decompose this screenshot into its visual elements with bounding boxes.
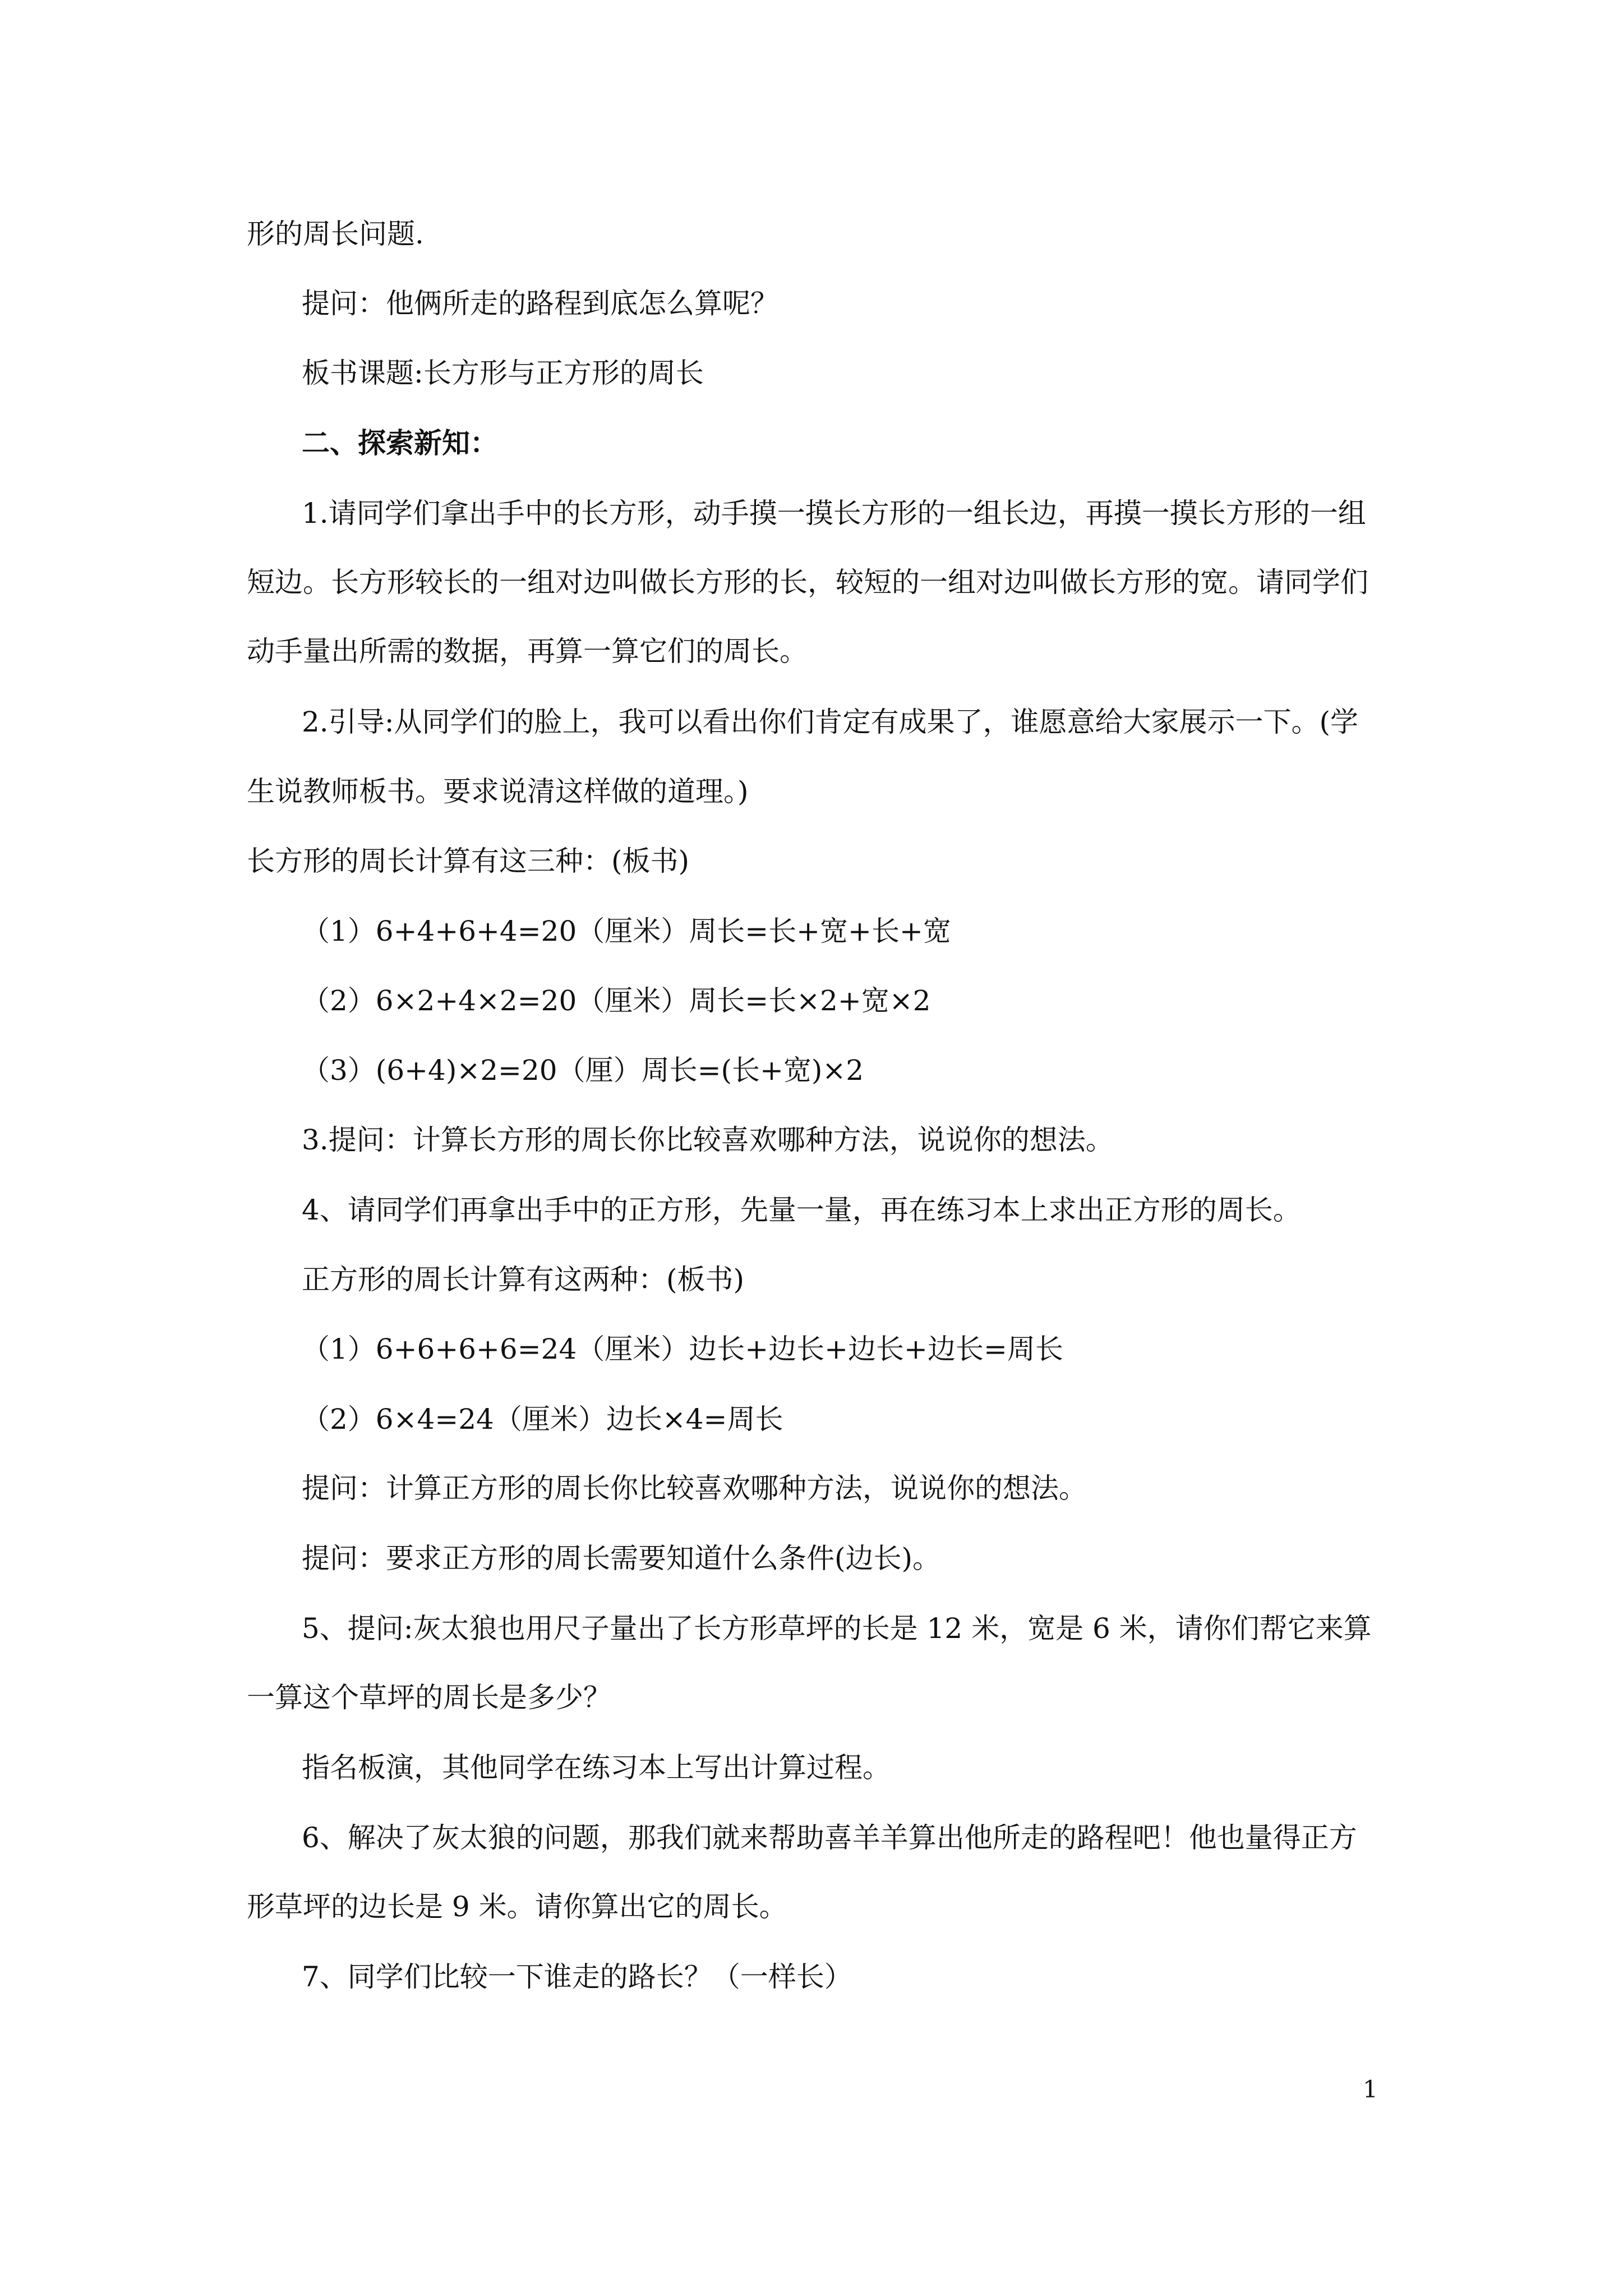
- text-line: 6、解决了灰太狼的问题，那我们就来帮助喜羊羊算出他所走的路程吧！他也量得正方: [302, 1821, 1357, 1854]
- formula-line: （1）6+4+6+4=20（厘米）周长=长+宽+长+宽: [302, 915, 951, 947]
- formula-line: （2）6×4=24（厘米）边长×4=周长: [302, 1403, 783, 1435]
- text-line: 2.引导:从同学们的脸上，我可以看出你们肯定有成果了，谁愿意给大家展示一下。(学: [302, 706, 1359, 738]
- formula-line: （1）6+6+6+6=24（厘米）边长+边长+边长+边长=周长: [302, 1333, 1063, 1365]
- text-line: 正方形的周长计算有这两种：(板书): [302, 1263, 745, 1296]
- text-line: 提问：他俩所走的路程到底怎么算呢？: [302, 287, 778, 320]
- text-line: 动手量出所需的数据，再算一算它们的周长。: [247, 635, 808, 668]
- text-line: 1.请同学们拿出手中的长方形，动手摸一摸长方形的一组长边，再摸一摸长方形的一组: [302, 497, 1366, 530]
- text-line: 一算这个草坪的周长是多少？: [247, 1681, 611, 1714]
- page-number: 1: [1363, 2076, 1378, 2103]
- text-line: 形的周长问题.: [247, 218, 424, 250]
- text-line: 短边。长方形较长的一组对边叫做长方形的长，较短的一组对边叫做长方形的宽。请同学们: [247, 566, 1368, 599]
- text-line: 3.提问：计算长方形的周长你比较喜欢哪种方法，说说你的想法。: [302, 1124, 1114, 1156]
- text-line: 7、同学们比较一下谁走的路长？（一样长）: [302, 1961, 852, 1993]
- text-line: 4、请同学们再拿出手中的正方形，先量一量，再在练习本上求出正方形的周长。: [302, 1194, 1301, 1226]
- text-line: 长方形的周长计算有这三种：(板书): [247, 845, 690, 877]
- formula-line: （2）6×2+4×2=20（厘米）周长=长×2+宽×2: [302, 984, 931, 1017]
- section-heading: 二、探索新知：: [302, 426, 498, 459]
- text-line: 板书课题:长方形与正方形的周长: [302, 357, 704, 389]
- text-line: 形草坪的边长是 9 米。请你算出它的周长。: [247, 1890, 787, 1923]
- formula-line: （3）(6+4)×2=20（厘）周长=(长+宽)×2: [302, 1054, 864, 1087]
- text-line: 提问：要求正方形的周长需要知道什么条件(边长)。: [302, 1542, 941, 1575]
- text-line: 5、提问:灰太狼也用尺子量出了长方形草坪的长是 12 米，宽是 6 米，请你们帮它来算: [302, 1612, 1372, 1645]
- text-line: 指名板演，其他同学在练习本上写出计算过程。: [302, 1751, 891, 1784]
- text-line: 提问：计算正方形的周长你比较喜欢哪种方法，说说你的想法。: [302, 1472, 1087, 1504]
- text-line: 生说教师板书。要求说清这样做的道理。): [247, 775, 749, 808]
